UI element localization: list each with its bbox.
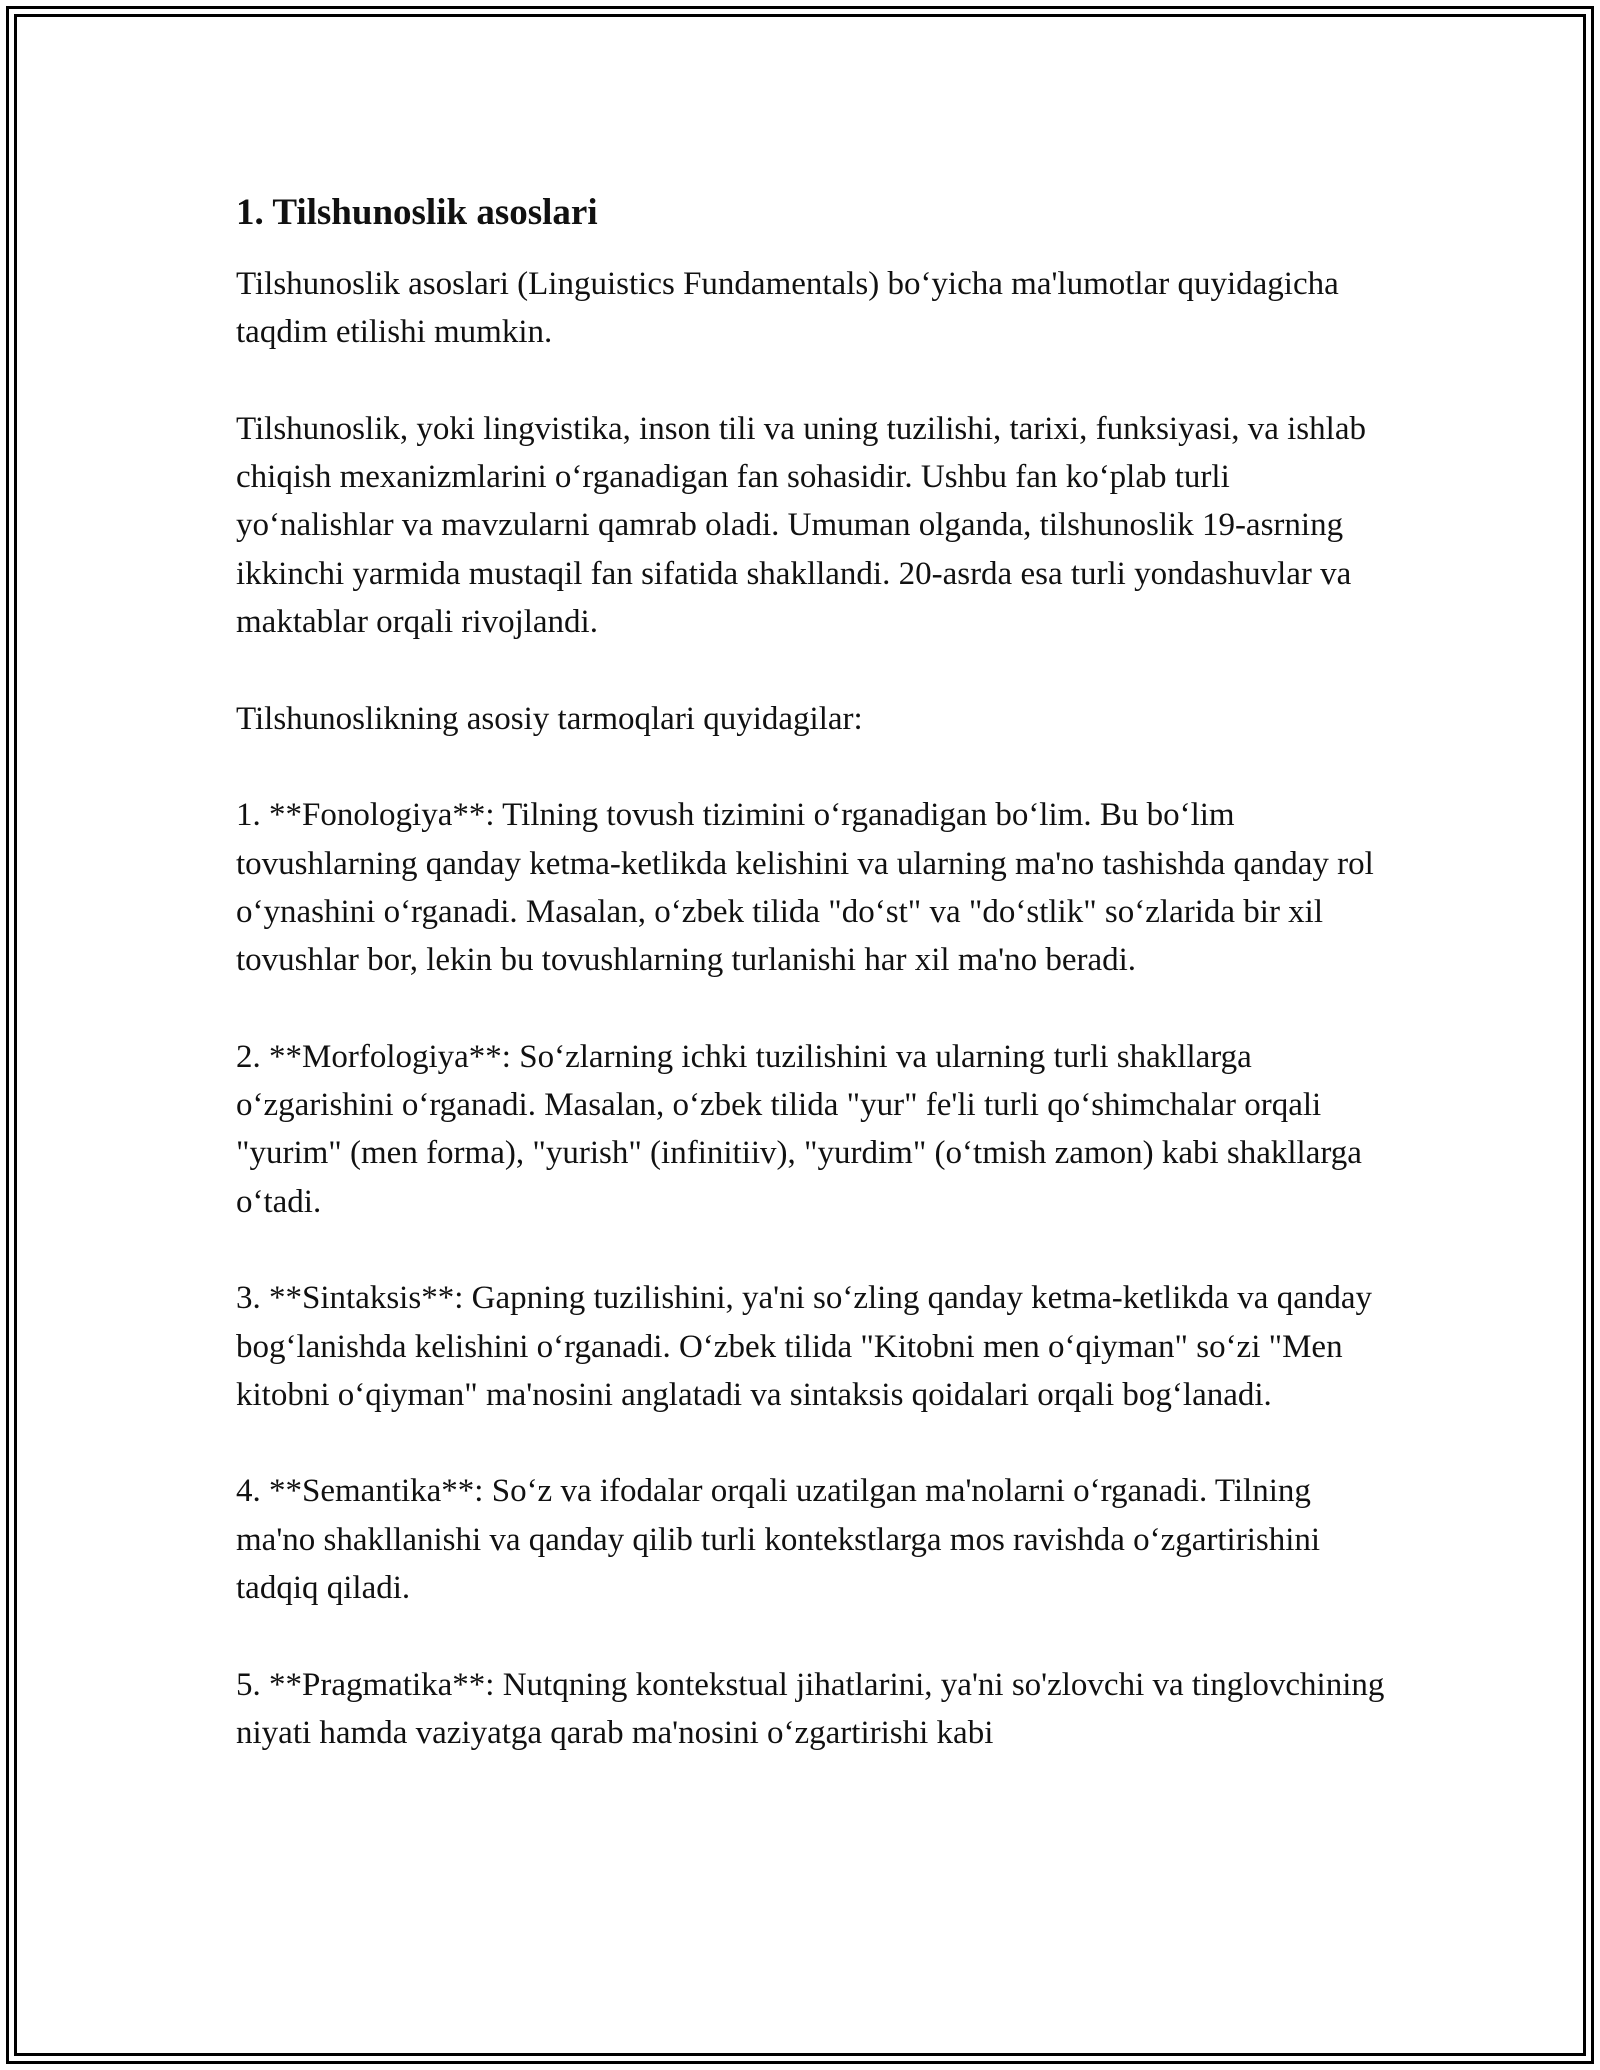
document-body [236,188,1386,1806]
paragraph-intro: Tilshunoslik asoslari (Linguistics Fundamentals) bo‘yicha ma'lumotlar quyidagicha taqdim etilishi mumkin. [236,266,1339,351]
paragraph-phonology: 1. **Fonologiya**: Tilning tovush tizimini o‘rganadigan bo‘lim. Bu bo‘lim tovushlarning qanday ketma-ketlikda kelishini va ularning ma'no tashishda qanday rol o‘ynashini o‘rganadi. Masalan, o‘zbek tilida "do‘st" va "do‘stlik" so‘zlarida bir xil tovushlar bor, lekin bu tovushlarning turlanishi har xil ma'no beradi. [236,797,1374,979]
section-title: 1. Tilshunoslik asoslari [236,192,598,233]
paragraph-semantics: 4. **Semantika**: So‘z va ifodalar orqali uzatilgan ma'nolarni o‘rganadi. Tilning ma'no shakllanishi va qanday qilib turli kontekstlarga mos ravishda o‘zgartirishini tadqiq qiladi. [236,1473,1321,1607]
paragraph-pragmatics: 5. **Pragmatika**: Nutqning kontekstual jihatlarini, ya'ni so'zlovchi va tinglovchining niyati hamda vaziyatga qarab ma'nosini o‘zgartirishi kabi [236,1666,1385,1751]
paragraph-branches-heading: Tilshunoslikning asosiy tarmoqlari quyidagilar: [236,700,863,737]
paragraph-overview: Tilshunoslik, yoki lingvistika, inson tili va uning tuzilishi, tarixi, funksiyasi, va ishlab chiqish mexanizmlarini o‘rganadigan fan sohasidir. Ushbu fan ko‘plab turli yo‘nalishlar va mavzularni qamrab oladi. Umuman olganda, tilshunoslik 19-asrning ikkinchi yarmida mustaqil fan sifatida shakllandi. 20-asrda esa turli yondashuvlar va maktablar orqali rivojlandi. [236,410,1366,641]
paragraph-morphology: 2. **Morfologiya**: So‘zlarning ichki tuzilishini va ularning turli shakllarga o‘zgarishini o‘rganadi. Masalan, o‘zbek tilida "yur" fe'li turli qo‘shimchalar orqali "yurim" (men forma), "yurish" (infinitiiv), "yurdim" (o‘tmish zamon) kabi shakllarga o‘tadi. [236,1038,1362,1220]
paragraph-syntax: 3. **Sintaksis**: Gapning tuzilishini, ya'ni so‘zling qanday ketma-ketlikda va qanday bog‘lanishda kelishini o‘rganadi. O‘zbek tilida "Kitobni men o‘qiyman" so‘zi "Men kitobni o‘qiyman" ma'nosini anglatadi va sintaksis qoidalari orqali bog‘lanadi. [236,1280,1372,1413]
